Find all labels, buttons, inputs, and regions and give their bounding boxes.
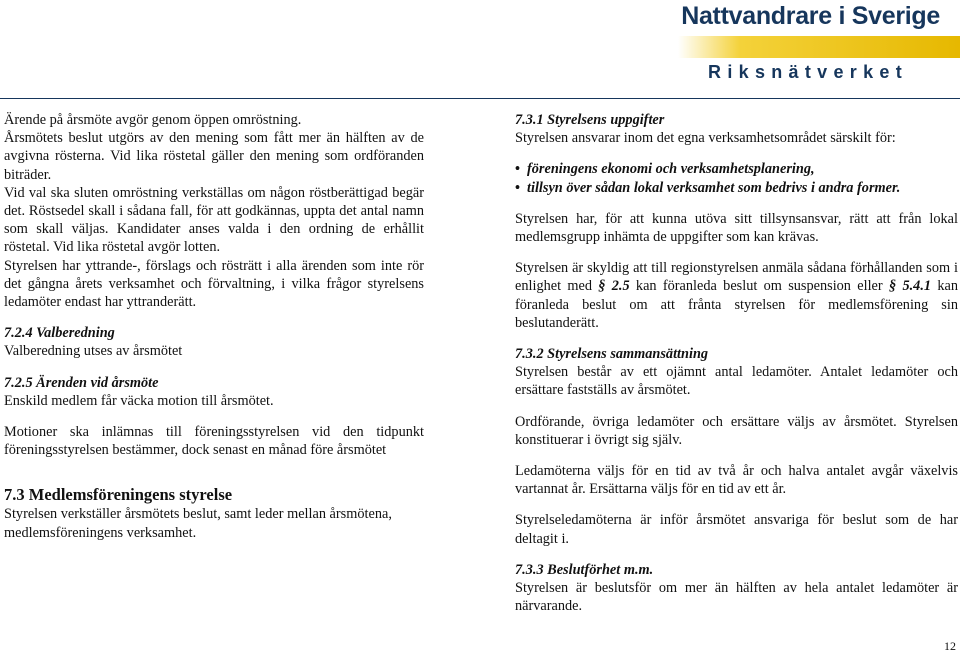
section-heading-7-3-2: 7.3.2 Styrelsens sammansättning (515, 346, 709, 363)
paragraph-text: kan föranleda beslut om att fråntа styrelsen för medlemsförening sin beslutanderätt. (515, 278, 958, 331)
section-heading-7-3-1: 7.3.1 Styrelsens uppgifter (515, 112, 665, 128)
paragraph: Vid val ska sluten omröstning verkställas om någon röstberättigad begär det. Röstsedel skall i sådana fall, för att godkännas, uppta det antal namn som skall väljas. Kandidater anses valda i den ordning de erhållit röstetal. Vid lika röstetal avgör lotten. (4, 184, 424, 256)
paragraph: Ordförande, övriga ledamöter och ersättare väljs av årsmötet. Styrelsen konstituerar i övrigt sig själv. (515, 413, 958, 448)
list-item: • föreningens ekonomi och verksamhetsplanering, (515, 160, 958, 178)
paragraph: Motioner ska inlämnas till föreningsstyrelsen vid den tidpunkt föreningsstyrelsen bestämmer, dock senast en månad före årsmötet (4, 424, 424, 459)
list-item: • tillsyn över sådan lokal verksamhet som bedrivs i andra former. (515, 179, 958, 197)
section-heading-7-3-3: 7.3.3 Beslutförhet m.m. (515, 561, 654, 578)
paragraph: Årsmötets beslut utgörs av den mening som fått mer än hälften av de avgivna rösterna. Vid lika röstetal gäller den mening som ordföranden biträder. (4, 130, 424, 183)
header-subtitle: Riksnätverket (708, 62, 908, 82)
paragraph: Ledamöterna väljs för en tid av två år och halva antalet avgår växelvis vartannat år. Ersättarna väljs för en tid av ett år. (515, 463, 958, 498)
page-number: 12 (944, 639, 956, 653)
paragraph: Styrelseledamöterna är inför årsmötet ansvariga för beslut som de har deltagit i. (515, 512, 958, 547)
section-heading-7-2-4: 7.2.4 Valberedning (4, 325, 115, 342)
paragraph: Styrelsen är beslutsför om mer än hälften av hela antalet ledamöter är närvarande. (515, 580, 958, 615)
paragraph: Valberedning utses av årsmötet (4, 343, 183, 360)
paragraph: Styrelsen har yttrande-, förslags och rösträtt i alla ärenden som inte rör det gångna årets verksamhet och förvaltning, i vilka frågor styrelsens ledamöter endast har yttranderätt. (4, 257, 424, 311)
section-reference: § 5.4.1 (888, 278, 932, 295)
paragraph: Styrelsen ansvarar inom det egna verksamhetsområdet särskilt för: (515, 130, 896, 147)
paragraph: Styrelsen består av ett ojämnt antal ledamöter. Antalet ledamöter och ersättare fastställs av årsmötet. (515, 364, 958, 399)
paragraph-text: kan föranleda beslut om suspension eller (629, 278, 889, 295)
right-column (515, 111, 958, 615)
left-column (4, 111, 424, 542)
header-title: Nattvandrare i Sverige (681, 2, 940, 30)
paragraph: Styrelsen verkställer årsmötets beslut, samt leder mellan årsmötena, medlemsföreningens verksamhet. (4, 506, 392, 541)
header-color-band (678, 36, 960, 58)
section-heading-7-3: 7.3 Medlemsföreningens styrelse (4, 485, 233, 505)
paragraph: Enskild medlem får väcka motion till årsmötet. (4, 392, 274, 409)
paragraph-text: Styrelsen är skyldig att till regionstyrelsen anmäla sådana förhållanden som i enlighet med (515, 260, 958, 295)
section-reference: § 2.5 (598, 278, 630, 295)
paragraph (515, 259, 958, 332)
bullet-list (515, 160, 958, 196)
section-heading-7-2-5: 7.2.5 Ärenden vid årsmöte (4, 374, 159, 391)
header-divider (0, 98, 960, 99)
paragraph: Styrelsen har, för att kunna utöva sitt tillsynsansvar, rätt att från lokal medlemsgrupp inhämta de uppgifter som kan krävas. (515, 210, 958, 246)
paragraph: Ärende på årsmöte avgör genom öppen omröstning. (4, 112, 302, 128)
